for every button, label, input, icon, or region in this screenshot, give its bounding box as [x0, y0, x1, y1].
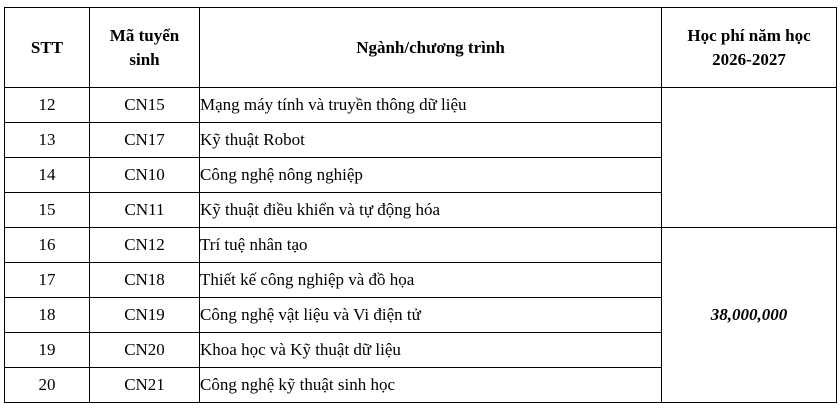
row-code: CN19 — [90, 298, 200, 333]
fee-group-cell-2: 38,000,000 — [662, 228, 837, 403]
row-program-name: Công nghệ vật liệu và Vi điện tử — [200, 298, 662, 333]
row-program-name: Kỹ thuật điều khiển và tự động hóa — [200, 193, 662, 228]
header-fee-line1: Học phí năm học — [687, 25, 811, 45]
row-code: CN10 — [90, 158, 200, 193]
fee-group-cell-1 — [662, 88, 837, 228]
row-stt: 12 — [5, 88, 90, 123]
row-program-name: Công nghệ nông nghiệp — [200, 158, 662, 193]
row-code: CN11 — [90, 193, 200, 228]
header-code-line2: sinh — [129, 49, 160, 69]
row-program-name: Công nghệ kỹ thuật sinh học — [200, 368, 662, 403]
row-stt: 18 — [5, 298, 90, 333]
row-stt: 13 — [5, 123, 90, 158]
row-program-name: Kỹ thuật Robot — [200, 123, 662, 158]
row-code: CN12 — [90, 228, 200, 263]
row-code: CN21 — [90, 368, 200, 403]
row-code: CN15 — [90, 88, 200, 123]
tuition-fee-table — [4, 7, 837, 403]
row-code: CN20 — [90, 333, 200, 368]
row-program-name: Trí tuệ nhân tạo — [200, 228, 662, 263]
row-stt: 17 — [5, 263, 90, 298]
header-stt: STT — [5, 8, 90, 88]
row-code: CN18 — [90, 263, 200, 298]
row-program-name: Mạng máy tính và truyền thông dữ liệu — [200, 88, 662, 123]
row-stt: 16 — [5, 228, 90, 263]
header-fee-line2: 2026-2027 — [712, 49, 786, 69]
row-program-name: Khoa học và Kỹ thuật dữ liệu — [200, 333, 662, 368]
row-program-name: Thiết kế công nghiệp và đồ họa — [200, 263, 662, 298]
row-code: CN17 — [90, 123, 200, 158]
table-row — [5, 228, 837, 263]
row-stt: 14 — [5, 158, 90, 193]
table-row — [5, 88, 837, 123]
header-program: Ngành/chương trình — [200, 8, 662, 88]
header-row — [5, 8, 837, 88]
header-tuition-fee — [662, 8, 837, 88]
row-stt: 20 — [5, 368, 90, 403]
header-code-line1: Mã tuyển — [109, 25, 180, 45]
row-stt: 15 — [5, 193, 90, 228]
header-admission-code — [90, 8, 200, 88]
row-stt: 19 — [5, 333, 90, 368]
